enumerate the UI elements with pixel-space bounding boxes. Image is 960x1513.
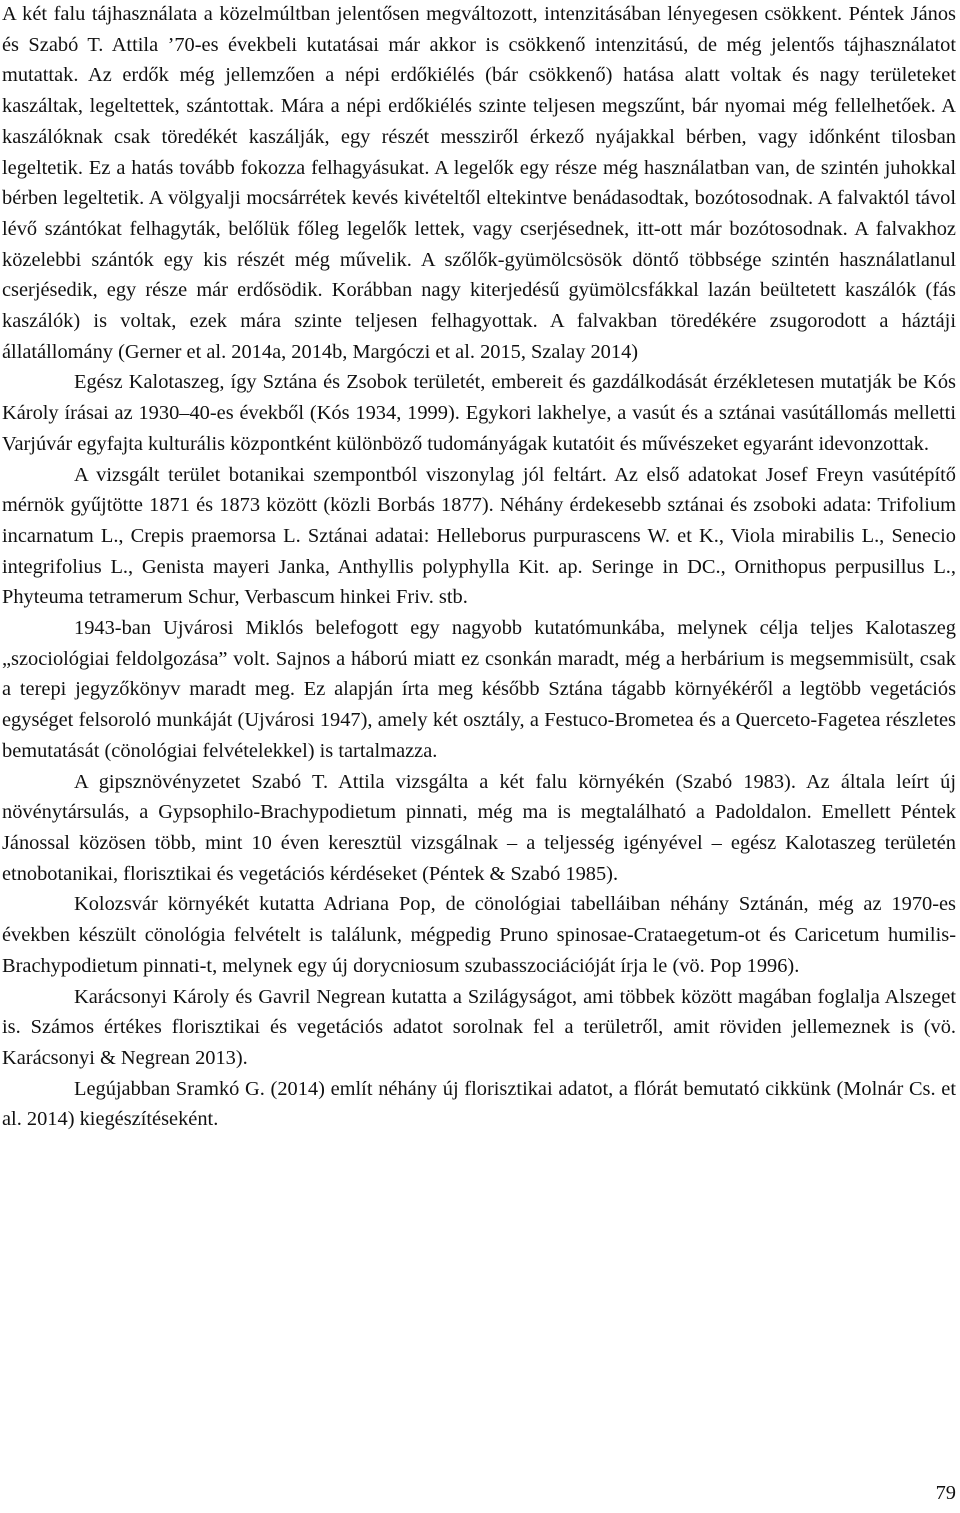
- paragraph-adriana-pop: Kolozsvár környékét kutatta Adriana Pop, de cönológiai tabelláiban néhány Sztánán, még az 1970-es években készült cönológia felvételt is találunk, mégpedig Pruno spinosae-Crataegetum-ot és Caricetum humilis-Brachypodietum pinnati-t, melynek egy új dorycniosum szubasszociációját írja le (vö. Pop 1996).: [2, 893, 956, 977]
- paragraph-sramko: Legújabban Sramkó G. (2014) említ néhány új florisztikai adatot, a flórát bemutató cikkünk (Molnár Cs. et al. 2014) kiegészítéseként.: [2, 1077, 956, 1131]
- paragraph-karacsonyi: Karácsonyi Károly és Gavril Negrean kutatta a Szilágyságot, ami többek között magában foglalja Alszeget is. Számos értékes florisztikai és vegetációs adatot sorolnak fel a területről, amit röviden jellemeznek is (vö. Karácsonyi & Negrean 2013).: [2, 985, 956, 1069]
- body-text: [2, 0, 956, 1135]
- paragraph-kos-karoly: Egész Kalotaszeg, így Sztána és Zsobok területét, embereit és gazdálkodását érzékletesen mutatják be Kós Károly írásai az 1930–40-es évekből (Kós 1934, 1999). Egykori lakhelye, a vasút és a sztánai vasútállomás melletti Varjúvár egyfajta kulturális központként különböző tudományágak kutatóit és művészeket egyaránt idevonzottak.: [2, 371, 956, 455]
- paragraph-gypsum-vegetation: A gipsznövényzetet Szabó T. Attila vizsgálta a két falu környékén (Szabó 1983). Az általa leírt új növénytársulás, a Gypsophilo-Brachypodietum pinnati, még ma is megtalálható a Padoldalon. Emellett Péntek Jánossal közösen több, mint 10 éven keresztül vizsgálnak – a teljesség igényével – egész Kalotaszeg területén etnobotanikai, florisztikai és vegetációs kérdéseket (Péntek & Szabó 1985).: [2, 770, 956, 885]
- paragraph-land-use: A két falu tájhasználata a közelmúltban jelentősen megváltozott, intenzitásában lényegesen csökkent. Péntek János és Szabó T. Attila ’70-es évekbeli kutatásai már akkor is csökkenő intenzitású, de még jelentős tájhasználatot mutattak. Az erdők még jellemzően a népi erdőkiélés (bár csökkenő) hatása alatt voltak és nagy területeket kaszáltak, legeltettek, szántottak. Mára a népi erdőkiélés szinte teljesen megszűnt, bár nyomai még fellelhetőek. A kaszálóknak csak töredékét kaszálják, egy részét messziről érkező nyájakkal bérben, vagy időnként tilosban legeltetik. Ez a hatás tovább fokozza felhagyásukat. A legelők egy része még használatban van, de szintén juhokkal bérben legeltetik. A völgyalji mocsárrétek kevés kivételtől eltekintve benádasodtak, bozótosodnak. A falvaktól távol lévő szántókat felhagyták, belőlük főleg legelők lettek, vagy cserjésednek, itt-ott már bozótosodnak. A falvakhoz közelebbi szántók egy kis részét még művelik. A szőlők-gyümölcsösök döntő többsége szintén használatlanul cserjésedik, egy része már erdősödik. Korábban nagy kiterjedésű gyümölcsfákkal lazán beültetett kaszálók (fás kaszálók) is voltak, ezek mára szinte teljesen felhagyottak. A falvakban töredékére zsugorodott a háztáji állatállomány (Gerner et al. 2014a, 2014b, Margóczi et al. 2015, Szalay 2014): [2, 3, 956, 363]
- paragraph-botanical-survey: A vizsgált terület botanikai szempontból viszonylag jól feltárt. Az első adatokat Josef Freyn vasútépítő mérnök gyűjtötte 1871 és 1873 között (közli Borbás 1877). Néhány érdekesebb sztánai és zsoboki adata: Trifolium incarnatum L., Crepis praemorsa L. Sztánai adatai: Helleborus purpurascens W. et K., Viola mirabilis L., Senecio integrifolius L., Genista mayeri Janka, Anthyllis polyphylla Kit. ap. Seringe in DC., Ornithopus perpusillus L., Phyteuma tetramerum Schur, Verbascum hinkei Friv. stb.: [2, 463, 956, 609]
- page-number: 79: [935, 1482, 956, 1504]
- paragraph-ujvarosi: 1943-ban Ujvárosi Miklós belefogott egy nagyobb kutatómunkába, melynek célja teljes Kalotaszeg „szociológiai feldolgozása” volt. Sajnos a háború miatt ez csonkán maradt, még a herbárium is megsemmisült, csak a terepi jegyzőkönyv maradt meg. Ez alapján írta meg később Sztána tágabb környékéről a legtöbb vegetációs egységet felsoroló munkáját (Ujvárosi 1947), amely két osztály, a Festuco-Brometea és a Querceto-Fagetea részletes bemutatását (cönológiai felvételekkel) is tartalmazza.: [2, 617, 956, 762]
